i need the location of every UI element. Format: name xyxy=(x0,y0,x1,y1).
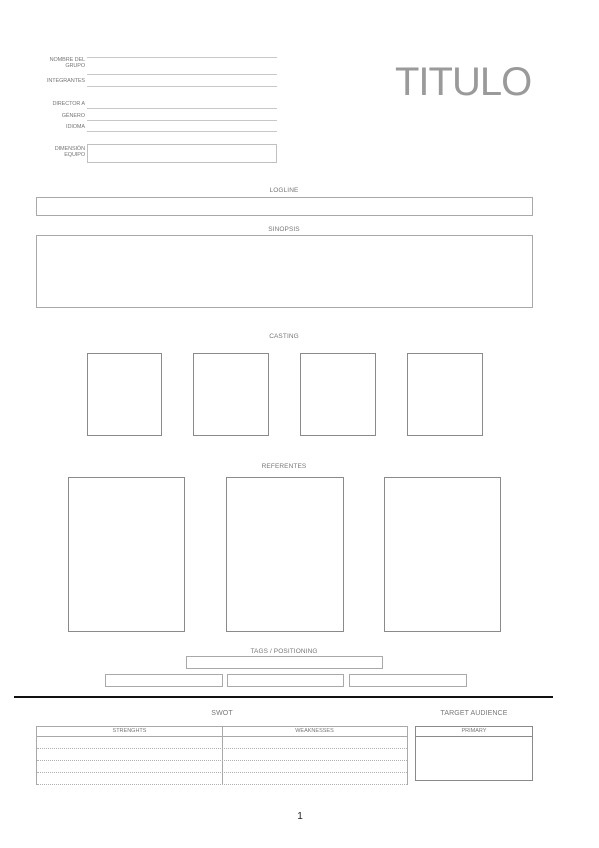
genero-label: GÉNERO xyxy=(61,113,85,119)
nombre-del-grupo-field[interactable] xyxy=(87,57,277,58)
idioma-field[interactable] xyxy=(87,131,277,132)
page-title: TITULO xyxy=(395,60,532,104)
dimension-equipo-field[interactable] xyxy=(87,144,277,163)
swot-column-divider xyxy=(222,727,223,784)
dimension-equipo-label: DIMENSIÓN EQUIPO xyxy=(54,146,85,158)
swot-heading: SWOT xyxy=(211,710,233,717)
swot-row-line xyxy=(37,748,407,749)
swot-table[interactable] xyxy=(36,726,408,785)
integrantes-field[interactable] xyxy=(87,86,277,87)
casting-box-3[interactable] xyxy=(300,353,376,436)
sinopsis-box[interactable] xyxy=(36,235,533,308)
swot-row-line xyxy=(37,772,407,773)
target-header-rule xyxy=(416,736,532,737)
tags-main-box[interactable] xyxy=(186,656,383,669)
genero-field[interactable] xyxy=(87,120,277,121)
swot-row-line xyxy=(37,784,407,785)
section-divider xyxy=(14,696,553,698)
director-field[interactable] xyxy=(87,108,277,109)
target-audience-heading: TARGET AUDIENCE xyxy=(440,710,508,717)
casting-box-1[interactable] xyxy=(87,353,162,436)
target-audience-box[interactable] xyxy=(415,726,533,781)
nombre-del-grupo-label: NOMBRE DEL GRUPO xyxy=(49,57,85,69)
page-number: 1 xyxy=(297,811,303,822)
logline-heading: LOGLINE xyxy=(269,187,299,194)
director-label: DIRECTOR A xyxy=(52,101,85,107)
referentes-box-3[interactable] xyxy=(384,477,501,632)
integrantes-label: INTEGRANTES xyxy=(46,78,85,84)
idioma-label: IDIOMA xyxy=(66,124,85,130)
tags-heading: TAGS / POSITIONING xyxy=(250,648,318,655)
referentes-heading: REFERENTES xyxy=(261,463,307,470)
logline-box[interactable] xyxy=(36,197,533,216)
swot-strengths-header: STRENGHTS xyxy=(112,728,147,734)
referentes-box-2[interactable] xyxy=(226,477,344,632)
casting-box-4[interactable] xyxy=(407,353,483,436)
target-primary-header: PRIMARY xyxy=(461,728,487,734)
swot-row-line xyxy=(37,760,407,761)
tags-box-3[interactable] xyxy=(349,674,467,687)
referentes-box-1[interactable] xyxy=(68,477,185,632)
tags-box-1[interactable] xyxy=(105,674,223,687)
casting-heading: CASTING xyxy=(269,333,299,340)
sinopsis-heading: SINOPSIS xyxy=(268,226,300,233)
nombre-del-grupo-field-line2[interactable] xyxy=(87,74,277,75)
casting-box-2[interactable] xyxy=(193,353,269,436)
tags-box-2[interactable] xyxy=(227,674,344,687)
swot-weaknesses-header: WEAKNESSES xyxy=(295,728,334,734)
